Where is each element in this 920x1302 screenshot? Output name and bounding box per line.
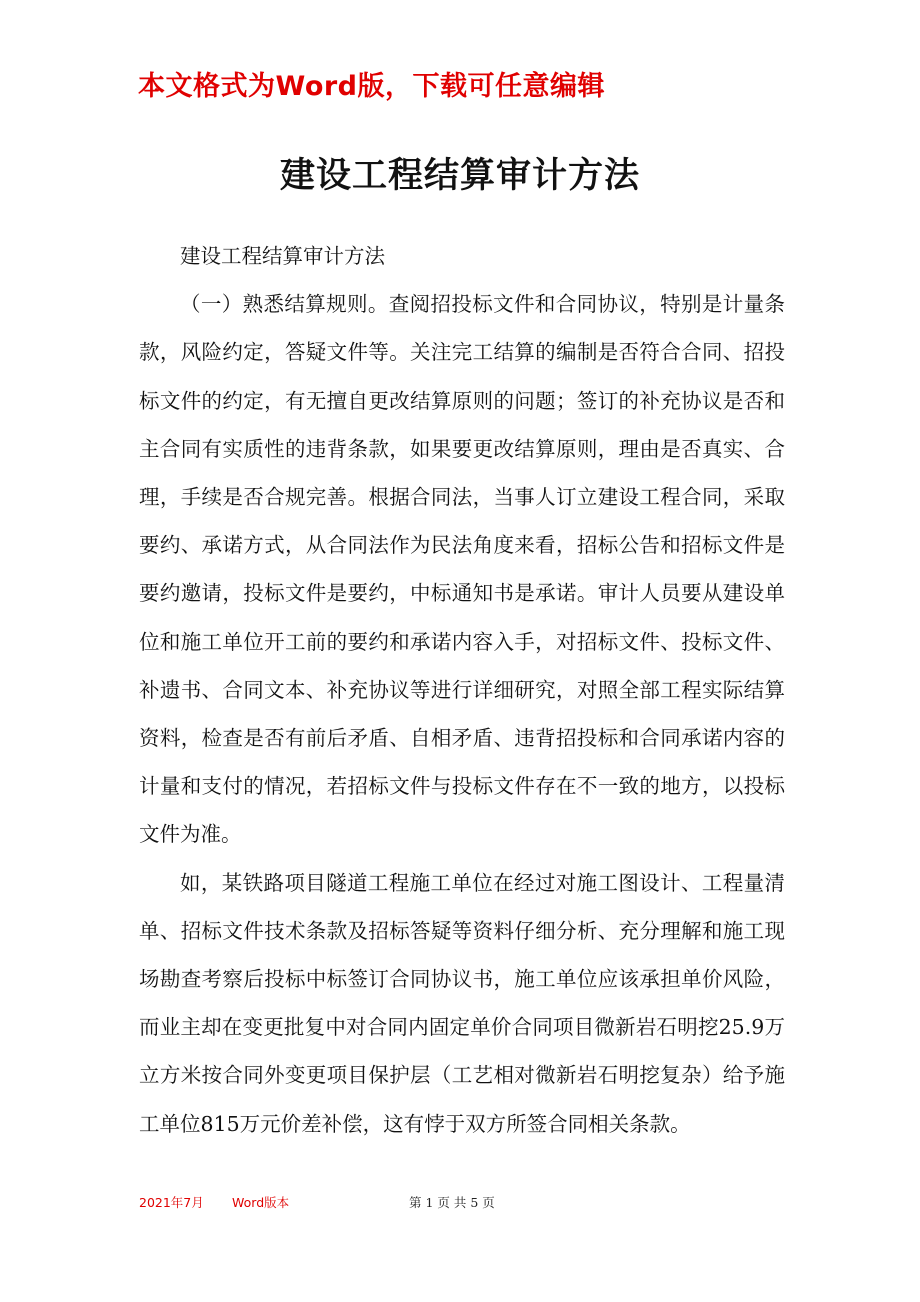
body-paragraph: （一）熟悉结算规则。查阅招投标文件和合同协议，特别是计量条款，风险约定，答疑文件等。关注完工结算的编制是否符合合同、招投标文件的约定，有无擅自更改结算原则的问题；签订的补充协议是否和主合同有实质性的违背条款，如果要更改结算原则，理由是否真实、合理，手续是否合规完善。根据合同法，当事人订立建设工程合同，采取要约、承诺方式，从合同法作为民法角度来看，招标公告和招标文件是要约邀请，投标文件是要约，中标通知书是承诺。审计人员要从建设单位和施工单位开工前的要约和承诺内容入手，对招标文件、投标文件、补遗书、合同文本、补充协议等进行详细研究，对照全部工程实际结算资料，检查是否有前后矛盾、自相矛盾、违背招投标和合同承诺内容的计量和支付的情况，若招标文件与投标文件存在不一致的地方，以投标文件为准。 bbox=[139, 292, 785, 847]
body-paragraph: 建设工程结算审计方法 bbox=[180, 244, 385, 268]
footer-version: Word版本 bbox=[232, 1195, 290, 1210]
document-body bbox=[139, 232, 785, 1148]
download-banner: 本文格式为Word版，下载可任意编辑 bbox=[138, 71, 606, 102]
body-paragraph: 如，某铁路项目隧道工程施工单位在经过对施工图设计、工程量清单、招标文件技术条款及招标答疑等资料仔细分析、充分理解和施工现场勘查考察后投标中标签订合同协议书，施工单位应该承担单价风险，而业主却在变更批复中对合同内固定单价合同项目微新岩石明挖25.9万立方米按合同外变更项目保护层（工艺相对微新岩石明挖复杂）给予施工单位815万元价差补偿，这有悖于双方所签合同相关条款。 bbox=[139, 870, 785, 1136]
footer-date: 2021年7月 bbox=[139, 1195, 204, 1210]
document-title: 建设工程结算审计方法 bbox=[279, 155, 640, 196]
footer-page-number: 第 1 页 共 5 页 bbox=[409, 1195, 495, 1210]
